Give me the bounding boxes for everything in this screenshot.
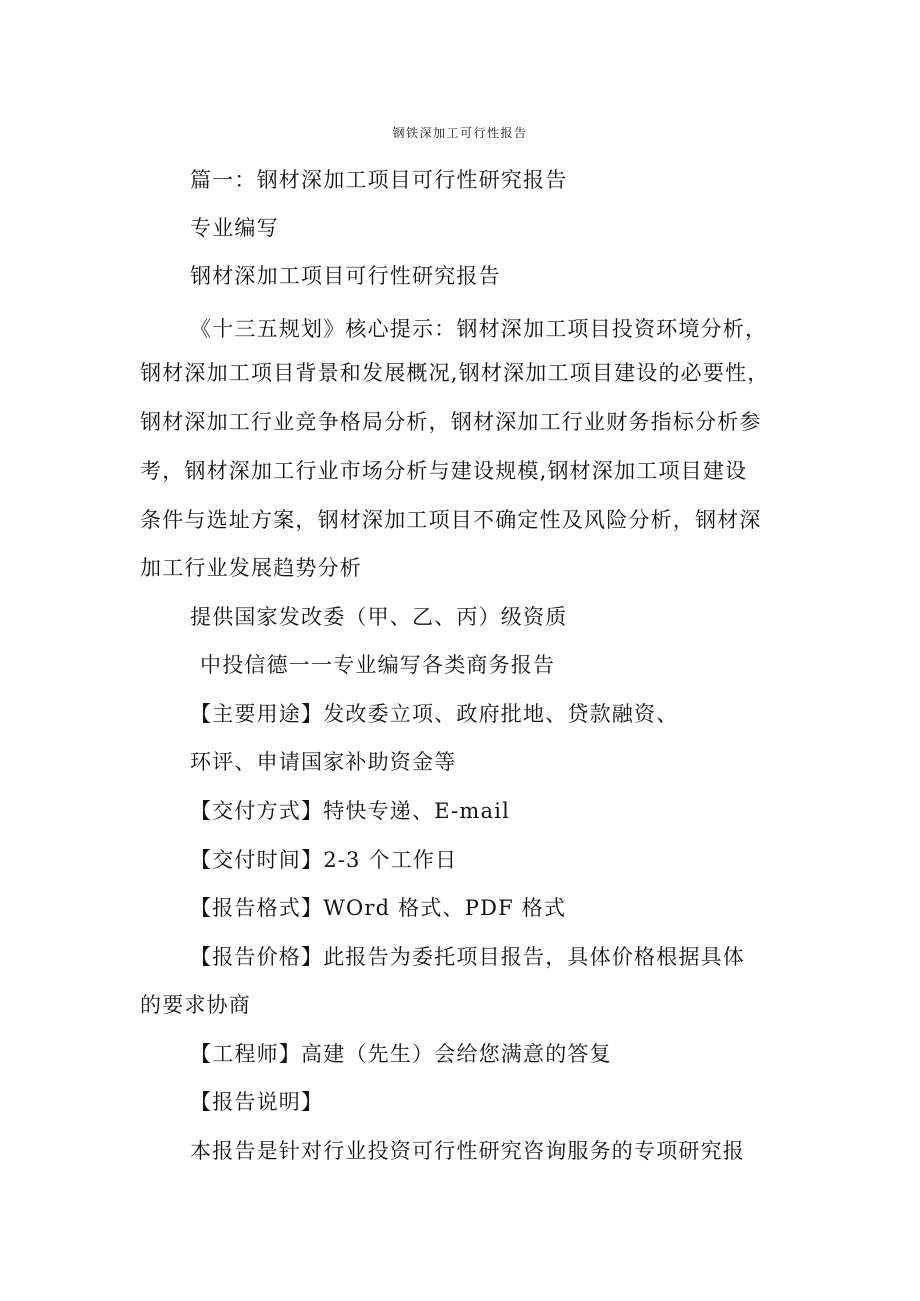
paragraph-line: 条件与选址方案，钢材深加工项目不确定性及风险分析，钢材深 [140, 508, 762, 532]
paragraph-line: 钢材深加工行业竞争格局分析，钢材深加工行业财务指标分析参 [140, 410, 762, 434]
paragraph-line: 钢材深加工项目背景和发展概况,钢材深加工项目建设的必要性， [140, 361, 770, 385]
paragraph-line: 【主要用途】发改委立项、政府批地、贷款融资、 [190, 702, 679, 726]
paragraph-line: 《十三五规划》核心提示：钢材深加工项目投资环境分析， [190, 317, 768, 341]
paragraph-line: 的要求协商 [140, 993, 251, 1017]
paragraph-line: 【工程师】高建（先生）会给您满意的答复 [190, 1042, 612, 1066]
section-heading: 篇一：钢材深加工项目可行性研究报告 [190, 168, 568, 192]
paragraph-line: 中投信德一一专业编写各类商务报告 [200, 653, 556, 677]
paragraph-line: 环评、申请国家补助资金等 [190, 750, 457, 774]
paragraph-line: 提供国家发改委（甲、乙、丙）级资质 [190, 605, 568, 629]
paragraph-line: 【报告说明】 [190, 1090, 324, 1114]
paragraph-line: 本报告是针对行业投资可行性研究咨询服务的专项研究报 [190, 1139, 745, 1163]
paragraph-line: 考，钢材深加工行业市场分析与建设规模,钢材深加工项目建设 [140, 459, 748, 483]
document-title: 钢铁深加工可行性报告 [392, 126, 528, 140]
paragraph-line: 【报告格式】WOrd 格式、PDF 格式 [190, 896, 567, 920]
paragraph-line: 【报告价格】此报告为委托项目报告，具体价格根据具体 [190, 945, 745, 969]
paragraph-line: 专业编写 [190, 216, 279, 240]
paragraph-line: 钢材深加工项目可行性研究报告 [190, 264, 501, 288]
paragraph-line: 【交付方式】特快专递、E-mail [190, 799, 511, 823]
paragraph-line: 加工行业发展趋势分析 [140, 556, 362, 580]
paragraph-line: 【交付时间】2-3 个工作日 [190, 848, 458, 872]
